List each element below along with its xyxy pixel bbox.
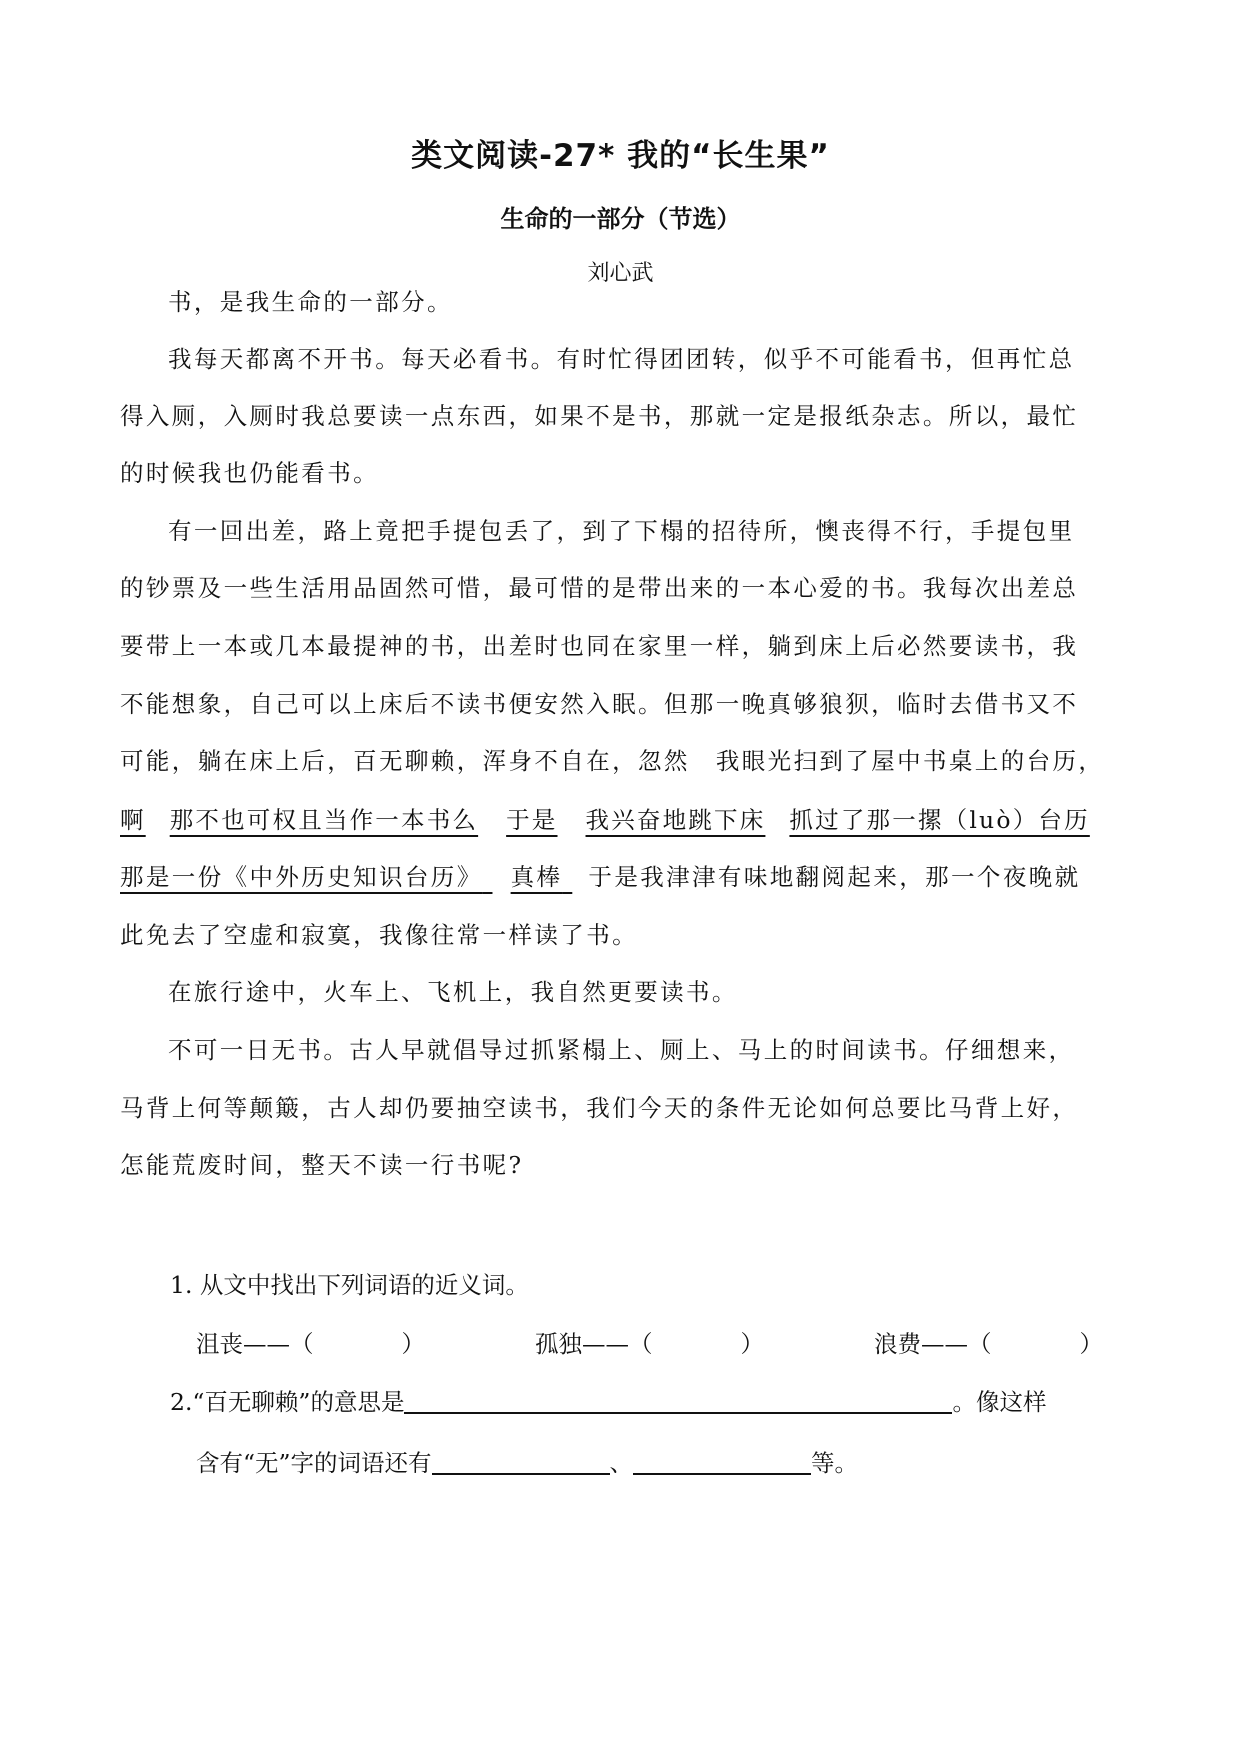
- paragraph-4: 在旅行途中，火车上、飞机上，我自然更要读书。: [168, 978, 738, 1006]
- q1-word-label: 浪费——（: [874, 1330, 992, 1358]
- answer-blank[interactable]: [432, 1449, 610, 1475]
- close-paren: ）: [401, 1330, 425, 1358]
- question-2-continuation: 。像这样: [952, 1388, 1047, 1416]
- paragraph-2-line-3: 的时候我也仍能看书。: [120, 459, 379, 487]
- paragraph-3-line-5: [120, 742, 1104, 776]
- page-title: 类文阅读-27* 我的“长生果”: [411, 138, 830, 174]
- answer-blank[interactable]: [404, 1388, 952, 1414]
- paragraph-3-line-1: 有一回出差，路上竟把手提包丢了，到了下榻的招待所，懊丧得不行，手提包里: [168, 517, 1075, 545]
- text-segment: 那是一份《中外历史知识台历》: [120, 863, 483, 891]
- text-segment: 于是: [506, 806, 558, 834]
- paragraph-3-line-4: 不能想象，自己可以上床后不读书便安然入眠。但那一晚真够狼狈，临时去借书又不: [120, 690, 1079, 718]
- underlined-sentence-line-2: [120, 858, 1081, 892]
- question-2-prompt: 含有“无”字的词语还有: [196, 1449, 432, 1477]
- q1-item-1: [196, 1325, 425, 1359]
- question-2-line-1: [170, 1383, 1046, 1417]
- question-2-ending: 等。: [811, 1449, 859, 1477]
- paragraph-5-line-3: 怎能荒废时间，整天不读一行书呢?: [120, 1151, 524, 1179]
- paragraph-5-line-1: 不可一日无书。古人早就倡导过抓紧榻上、厕上、马上的时间读书。仔细想来，: [168, 1036, 1075, 1064]
- close-paren: ）: [740, 1330, 764, 1358]
- text-segment: 我眼光扫到了屋中书桌上的台历，: [715, 747, 1105, 775]
- q1-item-3: [874, 1325, 1103, 1359]
- paragraph-2-line-1: 我每天都离不开书。每天必看书。有时忙得团团转，似乎不可能看书，但再忙总: [168, 345, 1075, 373]
- answer-blank[interactable]: [633, 1449, 811, 1475]
- paragraph-3-line-8: 此免去了空虚和寂寞，我像往常一样读了书。: [120, 921, 638, 949]
- underlined-sentence-line-1: [120, 801, 1090, 835]
- punctuation-blank[interactable]: [562, 863, 588, 891]
- question-2-prompt: 2.“百无聊赖”的意思是: [170, 1388, 405, 1416]
- text-segment: 可能，躺在床上后，百无聊赖，浑身不自在，忽然: [120, 747, 690, 775]
- text-segment: 真棒: [510, 863, 563, 891]
- text-segment: 我兴奋地跳下床: [585, 806, 766, 834]
- text-segment: 啊: [120, 806, 146, 834]
- passage-author: 刘心武: [587, 261, 654, 286]
- close-paren: ）: [1079, 1330, 1103, 1358]
- paragraph-3-line-3: 要带上一本或几本最提神的书，出差时也同在家里一样，躺到床上后必然要读书，我: [120, 632, 1079, 660]
- q1-word-label: 孤独——（: [535, 1330, 653, 1358]
- separator: 、: [609, 1449, 634, 1477]
- text-segment: 于是我津津有味地翻阅起来，那一个夜晚就: [588, 863, 1081, 891]
- text-segment: 那不也可权且当作一本书么: [169, 806, 479, 834]
- q1-item-2: [535, 1325, 764, 1359]
- passage-subtitle: 生命的一部分（节选）: [500, 205, 741, 233]
- text-segment: 抓过了那一摞（luò）台历: [789, 806, 1090, 834]
- q1-word-label: 沮丧——（: [196, 1330, 314, 1358]
- paragraph-2-line-2: 得入厕，入厕时我总要读一点东西，如果不是书，那就一定是报纸杂志。所以，最忙: [120, 402, 1079, 430]
- question-2-line-2: [196, 1444, 858, 1478]
- paragraph-1: 书，是我生命的一部分。: [168, 288, 453, 316]
- punctuation-blank[interactable]: [483, 863, 511, 891]
- question-1: 1. 从文中找出下列词语的近义词。: [170, 1271, 529, 1299]
- paragraph-3-line-2: 的钞票及一些生活用品固然可惜，最可惜的是带出来的一本心爱的书。我每次出差总: [120, 574, 1079, 602]
- paragraph-5-line-2: 马背上何等颠簸，古人却仍要抽空读书，我们今天的条件无论如何总要比马背上好，: [120, 1094, 1079, 1122]
